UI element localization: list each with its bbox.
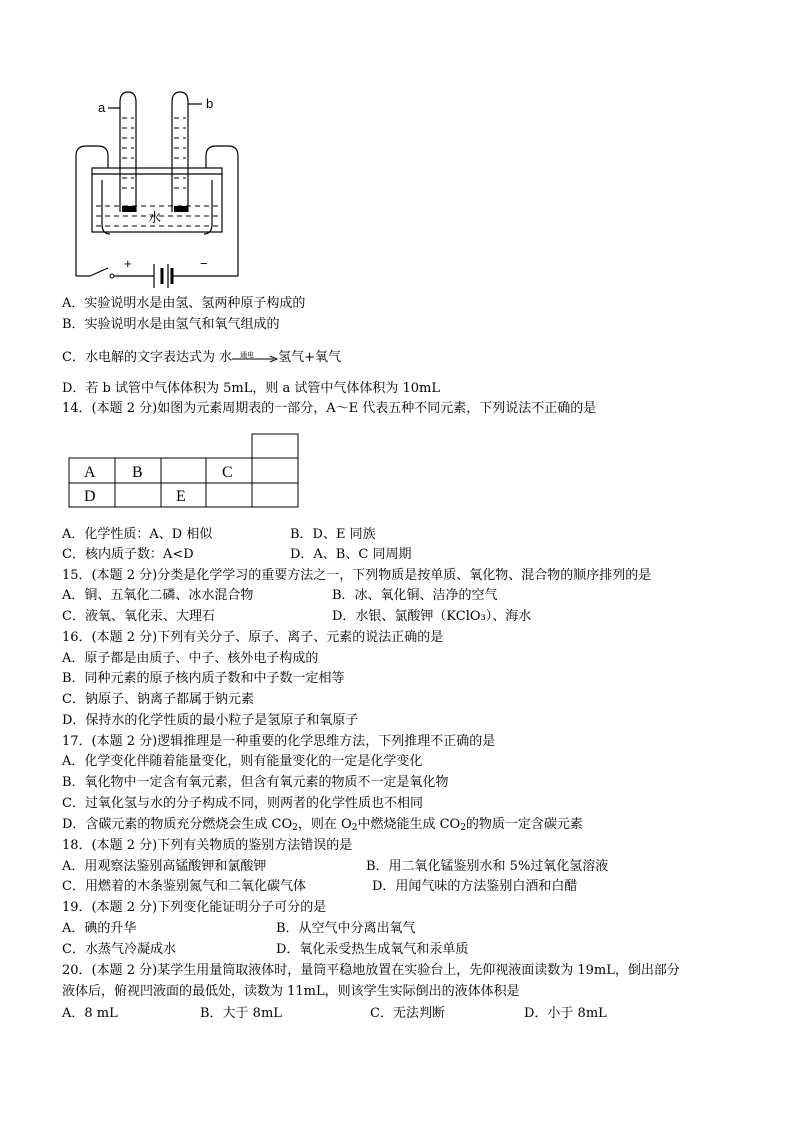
q13-option-c xyxy=(62,348,341,368)
subscript: 2 xyxy=(351,823,358,833)
tube-b-label: b xyxy=(206,96,214,111)
q16-option-d: D．保持水的化学性质的最小粒子是氢原子和氧原子 xyxy=(62,713,359,728)
q16-option-c: C．钠原子、钠离子都属于钠元素 xyxy=(62,692,254,707)
q17-option-b: B．氧化物中一定含有氧元素，但含有氧元素的物质不一定是氧化物 xyxy=(62,775,449,790)
electrode-b xyxy=(174,206,188,212)
water-label: 水 xyxy=(148,211,162,226)
reaction-condition: 通电 xyxy=(240,350,255,359)
positive-terminal-label: + xyxy=(124,256,132,271)
q13-option-c-suffix: 氢气+氧气 xyxy=(278,350,341,365)
q14-option-d: D．A、B、C 同周期 xyxy=(290,547,412,562)
q14-option-c: C．核内质子数：A<D xyxy=(62,547,194,562)
cell-a: A xyxy=(84,464,96,481)
q13-option-d: D．若 b 试管中气体体积为 5mL，则 a 试管中气体体积为 10mL xyxy=(62,381,441,396)
q18-option-c: C．用燃着的木条鉴别氮气和二氧化碳气体 xyxy=(62,879,306,894)
q15-option-d: D．水银、氯酸钾（KClO₃）、海水 xyxy=(332,609,532,624)
q18-stem: 18．(本题 2 分)下列有关物质的鉴别方法错误的是 xyxy=(62,838,353,853)
periodic-table-fragment xyxy=(68,433,300,509)
q13-option-a: A．实验说明水是由氢、氢两种原子构成的 xyxy=(62,296,306,311)
q17-option-d-part2: ，则在 O xyxy=(297,817,352,832)
q20-option-d: D．小于 8mL xyxy=(524,1006,607,1021)
tube-a-label: a xyxy=(98,100,106,115)
q17-stem: 17．(本题 2 分)逻辑推理是一种重要的化学思维方法，下列推理不正确的是 xyxy=(62,734,496,749)
negative-terminal-label: − xyxy=(200,256,208,271)
electrode-a xyxy=(122,206,136,212)
q19-option-d: D．氧化汞受热生成氧气和汞单质 xyxy=(276,942,469,957)
q15-option-c: C．液氧、氧化汞、大理石 xyxy=(62,609,215,624)
q17-option-a: A．化学变化伴随着能量变化，则有能量变化的一定是化学变化 xyxy=(62,754,423,769)
q18-option-b: B．用二氧化锰鉴别水和 5%过氧化氢溶液 xyxy=(366,859,609,874)
q13-option-c-prefix: C．水电解的文字表达式为 水 xyxy=(62,350,233,365)
q19-option-a: A．碘的升华 xyxy=(62,921,137,936)
q17-option-c: C．过氧化氢与水的分子构成不同，则两者的化学性质也不相同 xyxy=(62,796,423,811)
q19-stem: 19．(本题 2 分)下列变化能证明分子可分的是 xyxy=(62,900,327,915)
q16-stem: 16．(本题 2 分)下列有关分子、原子、离子、元素的说法正确的是 xyxy=(62,630,444,645)
q17-option-d-part1: D．含碳元素的物质充分燃烧会生成 CO xyxy=(62,817,293,832)
q20-option-c: C．无法判断 xyxy=(370,1006,445,1021)
q17-option-d xyxy=(62,815,583,835)
q14-stem: 14．(本题 2 分)如图为元素周期表的一部分，A～E 代表五种不同元素，下列说法不正确的是 xyxy=(62,401,597,416)
q13-option-b: B．实验说明水是由氢气和氧气组成的 xyxy=(62,317,280,332)
reaction-arrow xyxy=(232,351,278,365)
subscript: 2 xyxy=(292,823,298,833)
q18-option-a: A．用观察法鉴别高锰酸钾和氯酸钾 xyxy=(62,859,267,874)
cell-c: C xyxy=(222,464,233,481)
electrolysis-apparatus-figure xyxy=(62,88,252,298)
q15-option-b: B．冰、氧化铜、洁净的空气 xyxy=(332,588,498,603)
arrow-right-icon xyxy=(232,355,278,363)
q20-option-b: B．大于 8mL xyxy=(200,1006,282,1021)
q15-option-a: A．铜、五氧化二磷、冰水混合物 xyxy=(62,588,254,603)
q14-option-a: A．化学性质：A、D 相似 xyxy=(62,527,213,542)
q20-option-a: A．8 mL xyxy=(62,1006,118,1021)
cell-d: D xyxy=(84,488,96,505)
q14-option-b: B．D、E 同族 xyxy=(290,527,376,542)
q16-option-a: A．原子都是由质子、中子、核外电子构成的 xyxy=(62,651,319,666)
q19-option-b: B．从空气中分离出氧气 xyxy=(276,921,416,936)
q17-option-d-part3: 中燃烧能生成 CO xyxy=(357,817,461,832)
q15-stem: 15．(本题 2 分)分类是化学学习的重要方法之一，下列物质是按单质、氧化物、混合物的顺序排列的是 xyxy=(62,568,652,583)
cell-e: E xyxy=(176,488,186,505)
cell-b: B xyxy=(132,464,143,481)
q20-stem-line1: 20．(本题 2 分)某学生用量筒取液体时，量筒平稳地放置在实验台上，先仰视液面读数为 19mL，倒出部分 xyxy=(62,963,680,978)
q16-option-b: B．同种元素的原子核内质子数和中子数一定相等 xyxy=(62,671,345,686)
subscript: 2 xyxy=(460,823,466,833)
q18-option-d: D．用闻气味的方法鉴别白酒和白醋 xyxy=(372,879,578,894)
q19-option-c: C．水蒸气冷凝成水 xyxy=(62,942,176,957)
q20-stem-line2: 液体后，俯视凹液面的最低处，读数为 11mL，则该学生实际倒出的液体体积是 xyxy=(62,984,520,999)
q17-option-d-part4: 的物质一定含碳元素 xyxy=(465,817,583,832)
